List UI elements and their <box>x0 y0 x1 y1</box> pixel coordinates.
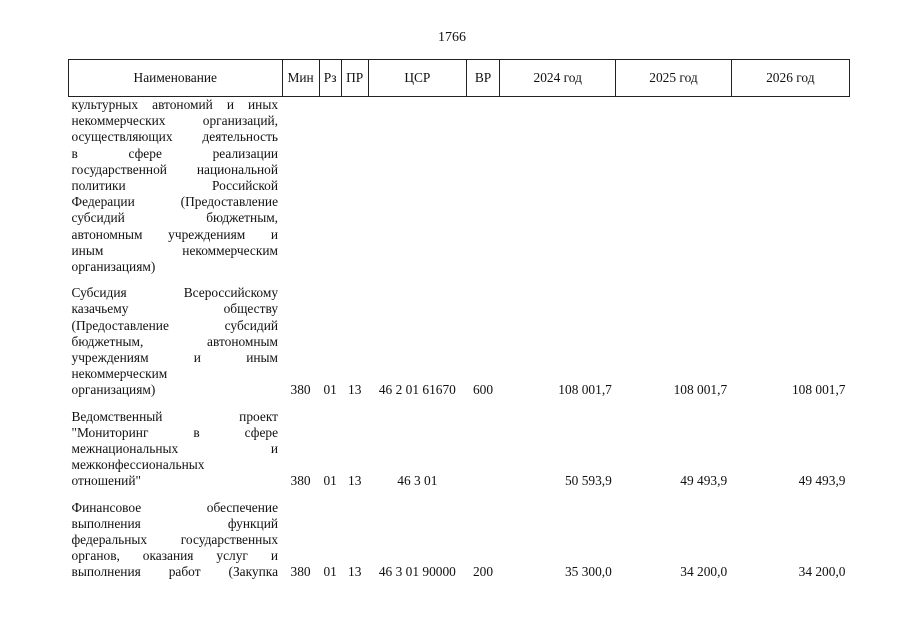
name-line: иным некоммерческим <box>71 242 279 258</box>
name-line: организациям) <box>71 382 156 398</box>
name-line: отношений" <box>71 473 141 489</box>
cell-min: 380 <box>290 564 311 580</box>
header-min: Мин <box>282 60 319 97</box>
cell-y2024: 108 001,7 <box>558 382 612 398</box>
cell-y2026: 108 001,7 <box>791 382 846 398</box>
header-csr: ЦСР <box>368 60 466 97</box>
name-line: (Предоставление субсидий <box>71 317 279 333</box>
cell-pr: 13 <box>348 564 362 580</box>
name-line: выполнения функций <box>71 515 279 531</box>
row-name <box>69 97 283 276</box>
row-name <box>69 275 283 398</box>
header-2025: 2025 год <box>616 60 731 97</box>
cell-pr: 13 <box>348 382 362 398</box>
cell-y2025: 49 493,9 <box>680 473 728 489</box>
cell-y2024: 35 300,0 <box>564 564 612 580</box>
table-header-row <box>69 60 850 97</box>
cell-y2025: 34 200,0 <box>680 564 728 580</box>
name-line: "Мониторинг в сфере <box>71 424 279 440</box>
cell-vr: 600 <box>472 382 494 398</box>
name-line: некоммерческим <box>71 366 168 382</box>
name-line: в сфере реализации <box>71 145 279 161</box>
cell-csr: 46 2 01 61670 <box>378 382 456 398</box>
page-number: 1766 <box>438 30 466 45</box>
name-line: организациям) <box>71 259 156 275</box>
cell-y2026 <box>731 97 849 276</box>
header-2024: 2024 год <box>500 60 616 97</box>
budget-table <box>68 59 850 581</box>
row-name <box>69 490 283 581</box>
name-line: межконфессиональных <box>71 457 205 473</box>
cell-vr <box>466 97 499 276</box>
name-line: органов, оказания услуг и <box>71 548 279 564</box>
table-row <box>69 490 850 581</box>
cell-min: 380 <box>290 382 311 398</box>
header-2026: 2026 год <box>731 60 849 97</box>
cell-rz: 01 <box>323 382 337 398</box>
cell-y2024 <box>500 97 616 276</box>
name-line: Финансовое обеспечение <box>71 499 279 515</box>
name-line: Федерации (Предоставление <box>71 194 279 210</box>
cell-y2026: 34 200,0 <box>798 564 846 580</box>
row-name <box>69 399 283 490</box>
cell-csr <box>368 97 466 276</box>
header-name: Наименование <box>69 60 283 97</box>
name-line: учреждениям и иным <box>71 350 279 366</box>
name-line: выполнения работ (Закупка <box>71 564 279 580</box>
cell-y2024: 50 593,9 <box>564 473 612 489</box>
cell-pr: 13 <box>348 473 362 489</box>
cell-vr <box>466 399 499 490</box>
name-line: бюджетным, автономным <box>71 333 279 349</box>
cell-y2025 <box>616 97 731 276</box>
name-line: межнациональных и <box>71 441 279 457</box>
name-line: осуществляющих деятельность <box>71 129 279 145</box>
header-pr: ПР <box>341 60 368 97</box>
name-line: субсидий бюджетным, <box>71 210 279 226</box>
name-line: Субсидия Всероссийскому <box>71 285 279 301</box>
name-line: политики Российской <box>71 178 279 194</box>
name-line: культурных автономий и иных <box>71 97 279 112</box>
cell-csr: 46 3 01 90000 <box>378 564 456 580</box>
name-line: государственной национальной <box>71 161 279 177</box>
name-line: федеральных государственных <box>71 532 279 548</box>
name-line: Ведомственный проект <box>71 408 279 424</box>
header-rz: Рз <box>319 60 341 97</box>
header-vr: ВР <box>466 60 499 97</box>
table-row <box>69 97 850 276</box>
cell-csr: 46 3 01 <box>397 473 438 489</box>
cell-rz <box>319 97 341 276</box>
cell-vr: 200 <box>472 564 494 580</box>
cell-pr <box>341 97 368 276</box>
cell-y2025: 108 001,7 <box>673 382 728 398</box>
table-row <box>69 399 850 490</box>
name-line: казачьему обществу <box>71 301 279 317</box>
name-line: некоммерческих организаций, <box>71 113 279 129</box>
name-line: автономным учреждениям и <box>71 226 279 242</box>
cell-min: 380 <box>290 473 311 489</box>
table-body <box>69 97 850 581</box>
cell-rz: 01 <box>323 564 337 580</box>
cell-y2026: 49 493,9 <box>798 473 846 489</box>
cell-min <box>282 97 319 276</box>
table-row <box>69 275 850 398</box>
cell-rz: 01 <box>323 473 337 489</box>
